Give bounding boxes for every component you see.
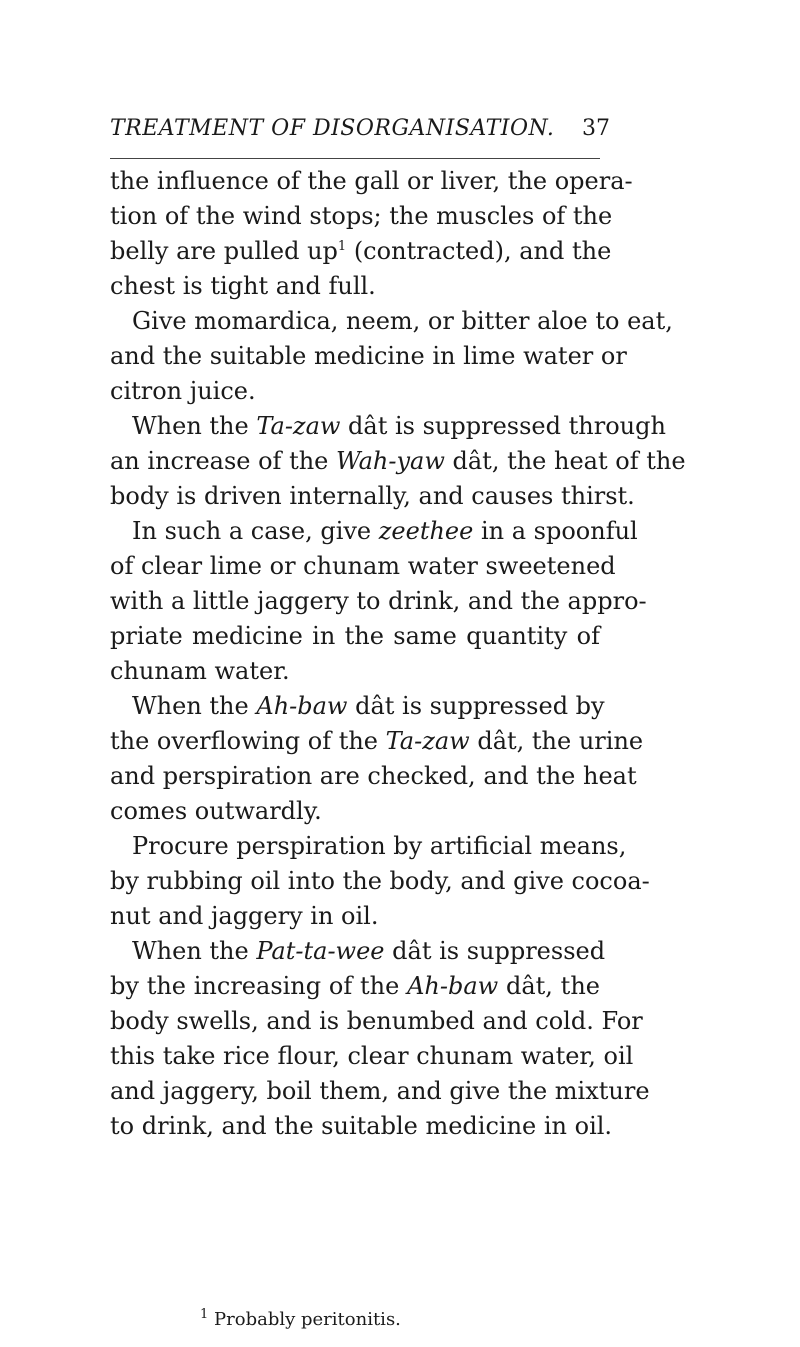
text-line: of clear lime or chunam water sweetened bbox=[110, 552, 616, 580]
text-line: tion of the wind stops; the muscles of the bbox=[110, 202, 613, 230]
text-line: nut and jaggery in oil. bbox=[110, 902, 379, 930]
text-line: When the Ta-zaw dât is suppressed through bbox=[132, 412, 666, 440]
footnote-text: Probably peritonitis. bbox=[214, 1309, 401, 1330]
text-line: chest is tight and full. bbox=[110, 272, 376, 300]
text-line: and the suitable medicine in lime water or bbox=[110, 342, 627, 370]
text-line: by rubbing oil into the body, and give cocoa- bbox=[110, 867, 650, 895]
text-line: belly are pulled $up^1$ (contracted), and the bbox=[110, 237, 612, 265]
text-line: and perspiration are checked, and the heat bbox=[110, 762, 637, 790]
text-line: comes outwardly. bbox=[110, 797, 322, 825]
text-line: Give momardica, neem, or bitter aloe to eat, bbox=[132, 307, 673, 335]
text-line: the influence of the gall or liver, the opera- bbox=[110, 167, 633, 195]
running-head: TREATMENT OF DISORGANISATION. bbox=[110, 116, 555, 141]
text-line: priate medicine in the same quantity of bbox=[110, 622, 600, 650]
body-text bbox=[110, 164, 686, 1144]
header-rule bbox=[110, 158, 600, 159]
text-line: by the increasing of the Ah-baw dât, the bbox=[110, 972, 600, 1000]
text-line: Procure perspiration by artificial means, bbox=[132, 832, 627, 860]
text-line: and jaggery, boil them, and give the mixture bbox=[110, 1077, 650, 1105]
text-line: When the Pat-ta-wee dât is suppressed bbox=[132, 937, 606, 965]
text-line: chunam water. bbox=[110, 657, 290, 685]
text-line: body is driven internally, and causes thirst. bbox=[110, 482, 635, 510]
page-number: 37 bbox=[582, 116, 610, 141]
text-line: When the Ah-baw dât is suppressed by bbox=[132, 692, 605, 720]
footnote-marker: 1 bbox=[200, 1307, 209, 1322]
text-line: the overflowing of the Ta-zaw dât, the urine bbox=[110, 727, 644, 755]
footnote bbox=[200, 1309, 401, 1330]
text-line: an increase of the Wah-yaw dât, the heat of the bbox=[110, 447, 686, 475]
text-line: body swells, and is benumbed and cold. For bbox=[110, 1007, 643, 1035]
text-line: In such a case, give zeethee in a spoonful bbox=[132, 517, 638, 545]
text-line: citron juice. bbox=[110, 377, 256, 405]
text-line: this take rice flour, clear chunam water, oil bbox=[110, 1042, 634, 1070]
text-line: with a little jaggery to drink, and the appro- bbox=[110, 587, 647, 615]
page-header bbox=[110, 116, 610, 150]
text-line: to drink, and the suitable medicine in oil. bbox=[110, 1112, 613, 1140]
